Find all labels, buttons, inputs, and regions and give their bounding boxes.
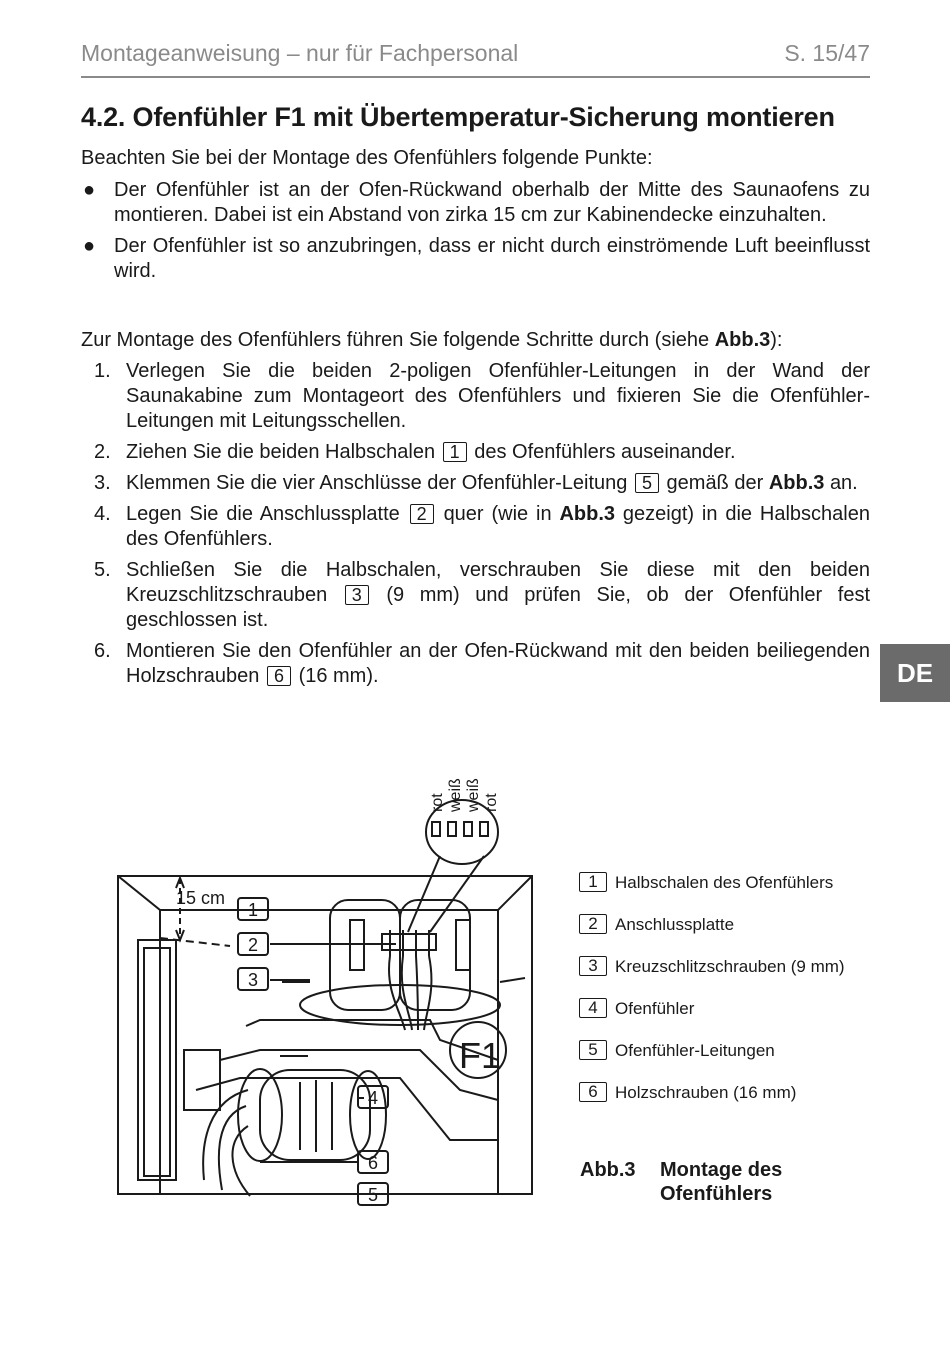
callout-number: 2 [247,935,259,955]
callout-number: 1 [247,900,259,920]
step-text: des Ofenfühlers auseinander. [474,441,736,463]
legend-text: Ofenfühler-Leitungen [615,1041,775,1060]
bullet-text: Der Ofenfühler ist an der Ofen-Rückwand oberhalb der Mitte des Saunaofens zu montieren. Dabei ist ein Abstand von zirka 15 cm zur Kabinendecke einzuhalten. [114,179,870,226]
legend-item [579,872,879,914]
part-number-box: 5 [635,473,659,493]
step-text: gemäß der [666,472,764,494]
step-text: Legen Sie die Anschlussplatte [126,503,400,525]
sensor-f1-label: F1 [458,1035,502,1076]
part-number-box: 1 [443,442,467,462]
steps-intro [81,328,870,353]
step-item [81,359,870,434]
bullet-dot: ● [83,235,96,257]
legend-text: Kreuzschlitzschrauben (9 mm) [615,957,845,976]
bullet-list [81,178,870,290]
step-text: (9 mm) und prüfen Sie, ob der Ofenfühler fest geschlossen ist. [126,584,871,631]
intro-text: Beachten Sie bei der Montage des Ofenfühlers folgende Punkte: [81,147,653,169]
caption-label: Abb.3 [580,1159,636,1181]
legend-item [579,914,879,956]
legend-item [579,1082,879,1124]
part-number-box: 3 [345,585,369,605]
bullet-text: Der Ofenfühler ist so anzubringen, dass er nicht durch einströmende Luft beeinflusst wird. [114,235,870,282]
callout-number: 5 [367,1185,379,1205]
step-text: Verlegen Sie die beiden 2-poligen Ofenfühler-Leitungen in der Wand der Saunakabine zum Montageort des Ofenfühlers und fixieren Sie die Ofenfühler-Leitungen mit Leitungsschellen. [126,360,870,432]
wire-label: weiß [447,778,464,812]
part-number-box: 2 [410,504,434,524]
step-text: Klemmen Sie die vier Anschlüsse der Ofenfühler-Leitung [126,472,628,494]
step-text: gezeigt) in die Halbschalen des Ofenfühlers. [126,503,870,550]
legend-item [579,1040,879,1082]
legend-number-box: 6 [579,1082,607,1102]
bullet-item [81,178,870,228]
section-title: 4.2. Ofenfühler F1 mit Übertemperatur-Sicherung montieren [81,102,835,132]
step-item [81,558,870,633]
step-text: (16 mm). [298,665,379,687]
legend-text: Holzschrauben (16 mm) [615,1083,797,1102]
steps-intro-pre: Zur Montage des Ofenfühlers führen Sie folgende Schritte durch (siehe [81,329,715,351]
legend-number-box: 4 [579,998,607,1018]
step-number: 1. [94,360,111,382]
legend-text: Ofenfühler [615,999,695,1018]
steps-list [81,359,870,695]
legend-item [579,998,879,1040]
step-number: 2. [94,441,111,463]
step-number: 4. [94,503,111,525]
step-number: 5. [94,559,111,581]
step-text: Schließen Sie die Halbschalen, verschrauben Sie diese mit den beiden Kreuzschlitzschrauben [126,559,870,606]
step-number: 3. [94,472,111,494]
bullet-item [81,234,870,284]
heater-right [400,900,470,1010]
figure-ref: Abb.3 [768,472,825,494]
page-number: S. 15/47 [784,40,870,66]
legend-number-box: 1 [579,872,607,892]
caption-text: Montage des Ofenfühlers [660,1159,783,1205]
bullet-dot: ● [83,179,96,201]
legend-item [579,956,879,998]
wire-label: rot [429,793,446,812]
distance-label: 15 cm [176,888,226,908]
page-header [81,38,870,78]
step-item [81,440,870,465]
wire-label: weiß [465,778,482,812]
wire-label: rot [483,793,500,812]
figure-legend [579,872,879,1124]
step-item [81,471,870,496]
legend-number-box: 3 [579,956,607,976]
figure-ref: Abb.3 [559,503,616,525]
step-text: an. [829,472,858,494]
callout-number: 3 [247,970,259,990]
callout-number: 6 [367,1153,379,1173]
step-item [81,639,870,689]
legend-text: Anschlussplatte [615,915,735,934]
legend-text: Halbschalen des Ofenfühlers [615,873,834,892]
step-number: 6. [94,640,111,662]
legend-number-box: 5 [579,1040,607,1060]
steps-intro-post: ): [770,329,783,351]
legend-number-box: 2 [579,914,607,934]
callout-number: 4 [367,1088,379,1108]
mounting-illustration [100,760,540,1220]
step-text: Montieren Sie den Ofenfühler an der Ofen-Rückwand mit den beiden beiliegenden Holzschrauben [126,640,870,687]
header-title: Montageanweisung – nur für Fachpersonal [81,40,519,66]
step-text: Ziehen Sie die beiden Halbschalen [126,441,436,463]
step-item [81,502,870,552]
step-text: quer (wie in [443,503,552,525]
part-number-box: 6 [267,666,291,686]
language-tab: DE [880,644,950,702]
steps-intro-ref: Abb.3 [714,329,771,351]
